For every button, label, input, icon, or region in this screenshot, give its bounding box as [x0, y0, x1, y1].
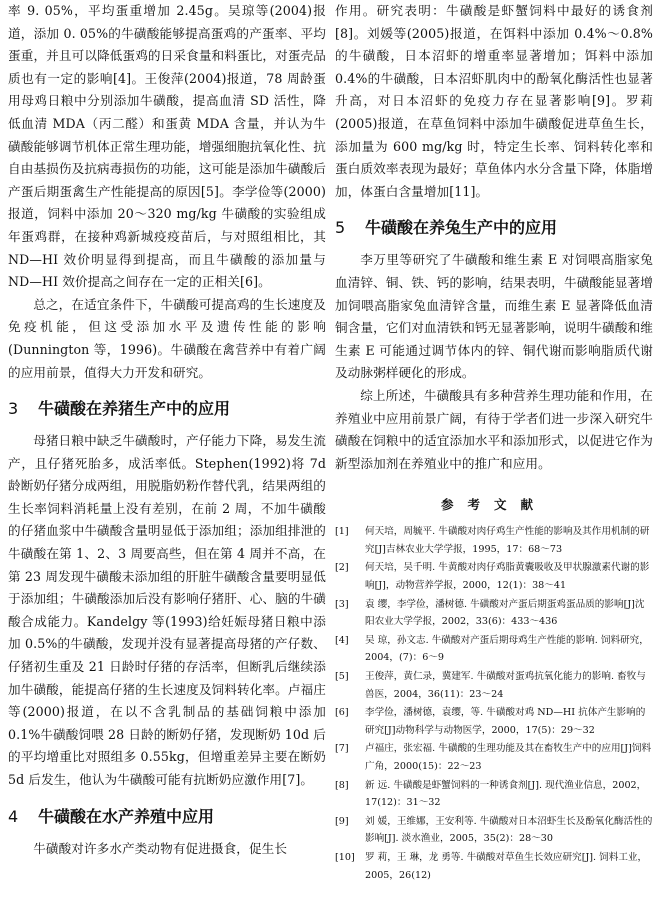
references-heading: 参考文献	[440, 497, 547, 513]
paragraph-poultry-summary: 总之，在适宜条件下，牛磺酸可提高鸡的生长速度及免疫机能，但这受添加水平及遗传性能的影响(Dunnington 等，1996)。牛磺酸在禽营养中有着广阔的应用前景，值得大力开发和研究。	[8, 296, 326, 380]
paragraph-conclusion: 综上所述，牛磺酸具有多种营养生理功能和作用，在养殖业中应用前景广阔，有待于学者们进一步深入研究牛磺酸在饲粮中的适宜添加水平和添加形式，以促进它作为新型添加剂在养殖业中的推广和应用。	[335, 387, 653, 471]
section-number: 4	[8, 806, 19, 826]
section-number: 3	[8, 399, 19, 419]
section-heading-rabbit	[335, 217, 653, 239]
paragraph-rabbit-production: 李万里等研究了牛磺酸和维生素 E 对饲喂高脂家兔血清锌、铜、铁、钙的影响，结果表明，牛磺酸能显著增加饲喂高脂家兔血清锌含量，而维生素 E 显著降低血清铜含量，它们对血清铁和钙无显著影响，说明牛磺酸和维生素 E 可能通过调节体内的锌、铜代谢而影响脂质代谢及动脉粥样硬化的形成。	[335, 252, 653, 381]
paragraph-aquaculture-continued: 作用。研究表明：牛磺酸是虾蟹饲料中最好的诱食剂[8]。刘媛等(2005)报道，在饵料中添加 0.4%～0.8%的牛磺酸，日本沼虾的增重率显著增加；饵料中添加 0.4%的牛磺酸，日本沼虾肌肉中的酚氧化酶活性也显著升高，对日本沼虾的免疫力存在显著影响[9]。罗莉(2005)报道，在草鱼饲料中添加牛磺酸促进草鱼生长，添加量为 600 mg/kg 时，特定生长率、饲料转化率和蛋白质效率表现为最好；草鱼体内水分含量下降，体脂增加，体蛋白含量增加[11]。	[335, 3, 653, 199]
left-column	[8, 0, 326, 860]
reference-text: 何天培，周毓平. 牛磺酸对肉仔鸡生产性能的影响及其作用机制的研究[J]吉林农业大学学报，1995，17：68～73	[365, 526, 650, 555]
reference-number: [9]	[335, 815, 349, 827]
reference-item	[335, 704, 653, 739]
section-title: 牛磺酸在养猪生产中的应用	[38, 399, 231, 419]
reference-list	[335, 523, 653, 884]
reference-text: 王俊萍，黄仁录，冀建军. 牛磺酸对蛋鸡抗氧化能力的影响. 畜牧与兽医，2004，36(11)：23～24	[365, 671, 646, 700]
reference-number: [3]	[335, 598, 349, 610]
reference-text: 袁 缨，李学俭，潘树德. 牛磺酸对产蛋后期蛋鸡蛋品质的影响[J]沈阳农业大学学报，2002，33(6)：433～436	[365, 598, 645, 628]
reference-item	[335, 559, 653, 594]
right-column	[335, 0, 653, 885]
reference-number: [2]	[335, 562, 349, 574]
reference-number: [8]	[335, 779, 349, 791]
reference-item	[335, 849, 653, 884]
reference-item	[335, 632, 653, 667]
reference-text: 刘 媛，王维娜，王安利等. 牛磺酸对日本沼虾生长及酚氧化酶活性的影响[J]. 淡水渔业，2005，35(2)：28～30	[365, 815, 653, 845]
reference-item	[335, 813, 653, 848]
reference-number: [6]	[335, 707, 349, 719]
paragraph-pig-production: 母猪日粮中缺乏牛磺酸时，产仔能力下降，易发生流产，且仔猪死胎多，成活率低。Stephen(1992)将 7d 龄断奶仔猪分成两组，用脱脂奶粉作替代乳，结果两组的生长率饲料消耗量上没有差别，在前 2 周，不加牛磺酸的仔猪血浆中牛磺酸含量明显低于添加组；添加组排泄的牛磺酸在第 1、2、3 周要高些，但在第 4 周并不高，在第 23 周发现牛磺酸未添加组的肝脏牛磺酸含量要明显低于添加组；牛磺酸添加后没有影响仔猪肝、心、脑的牛磺酸合成能力。Kandelgy 等(1993)给妊娠母猪日粮中添加 0.5%的牛磺酸，发现并没有显著提高母猪的产仔数、仔猪初生重及 21 日龄时仔猪的存活率，但断乳后继续添加牛磺酸，能提高仔猪的生长速度及饲料转化率。卢福庄等(2000)报道，在以不含乳制品的基础饲粮中添加 0.1%牛磺酸饲喂 28 日龄的断奶仔猪，发现断奶 10d 后的平均增重比对照组多 0.55kg，但增重差异主要在断奶 5d 后发生，他认为牛磺酸可能有抗断奶应激作用[7]。	[8, 433, 326, 787]
reference-text: 罗 莉，王 琳，龙 勇等. 牛磺酸对草鱼生长效应研究[J]. 饲料工业，2005，26(12)	[365, 851, 648, 881]
paragraph-layer-performance: 率 9. 05%，平均蛋重增加 2.45g。吴琼等(2004)报道，添加 0. 05%的牛磺酸能够提高蛋鸡的产蛋率、平均蛋重，并且可以降低蛋鸡的日采食量和料蛋比，对蛋壳品质也有一定的影响[4]。王俊萍(2004)报道，78 周龄蛋用母鸡日粮中分别添加牛磺酸，提高血清 SD 活性，降低血清 MDA（丙二醛）和蛋黄 MDA 含量，并认为牛磺酸能够调节机体正常生理功能，增强细胞抗氧化性、抗自由基损伤及抗病毒损伤的功能，这可能是添加牛磺酸后产蛋后期蛋禽生产性能提高的原因[5]。李学俭等(2000)报道，饲料中添加 20～320 mg/kg 牛磺酸的实验组成年蛋鸡群，在接种鸡新城疫疫苗后，与对照组相比，其 ND—HI 效价明显得到提高，而且牛磺酸的添加量与 ND—HI 效价提高之间存在一定的正相关[6]。	[8, 3, 326, 290]
section-number: 5	[335, 218, 346, 238]
section-title: 牛磺酸在养兔生产中的应用	[365, 218, 558, 238]
reference-number: [4]	[335, 634, 349, 646]
section-title: 牛磺酸在水产养殖中应用	[38, 806, 215, 826]
reference-item	[335, 596, 653, 631]
reference-item	[335, 777, 653, 812]
reference-number: [10]	[335, 851, 355, 863]
reference-text: 何天培，吴千明. 牛黄酸对肉仔鸡脂黄囊吸收及甲状腺激素代谢的影响[J]，动物营养学报，2000，12(1)：38～41	[365, 562, 650, 592]
reference-item	[335, 523, 653, 558]
reference-number: [5]	[335, 671, 349, 683]
reference-text: 新 远. 牛磺酸是虾蟹饲料的一种诱食剂[J]. 现代渔业信息，2002，17(12)：31～32	[365, 779, 647, 809]
reference-number: [1]	[335, 526, 349, 538]
reference-text: 吴 琼，孙文志. 牛磺酸对产蛋后期母鸡生产性能的影响. 饲料研究，2004，(7)：6～9	[365, 634, 649, 664]
section-heading-pig	[8, 398, 326, 420]
reference-item	[335, 668, 653, 703]
reference-text: 李学俭，潘树德，袁缨，等. 牛磺酸对鸡 ND—HI 抗体产生影响的研究[J]动物科学与动物医学，2000，17(5)：29～32	[365, 707, 646, 736]
reference-number: [7]	[335, 743, 349, 755]
paragraph-aquaculture-start: 牛磺酸对许多水产类动物有促进摄食，促生长	[33, 840, 288, 856]
section-heading-aquaculture	[8, 806, 326, 828]
reference-item	[335, 740, 653, 775]
reference-text: 卢福庄，张宏福. 牛磺酸的生理功能及其在畜牧生产中的应用[J]饲料广角，2000(15)：22～23	[365, 743, 652, 772]
